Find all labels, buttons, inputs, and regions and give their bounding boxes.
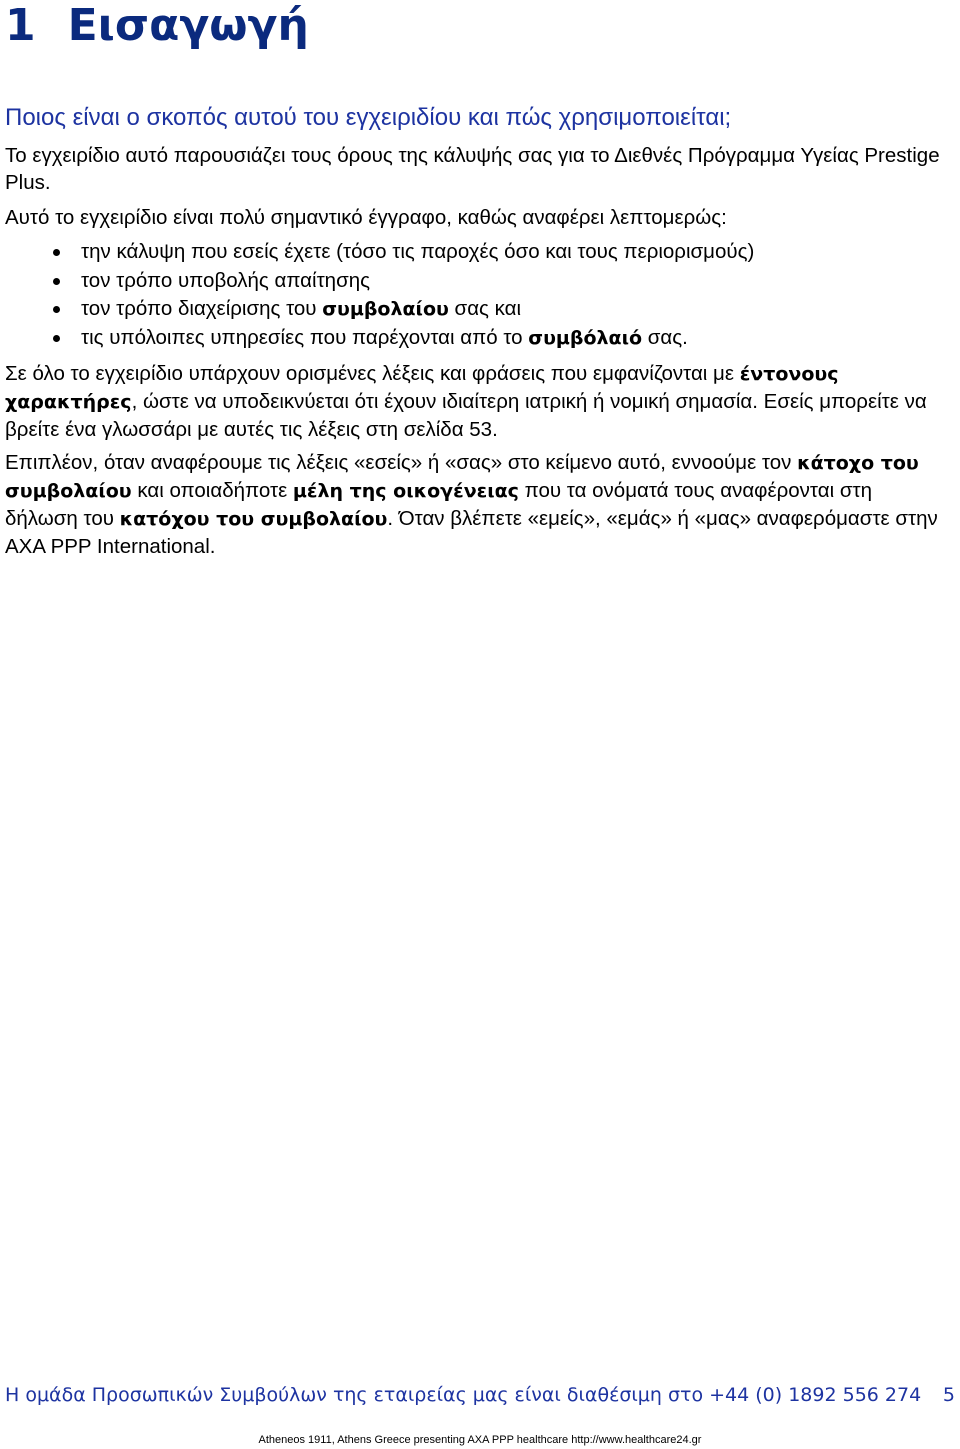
- list-item-text: σας και: [448, 297, 522, 320]
- page-number: 5: [942, 1384, 955, 1406]
- details-list: [5, 238, 754, 352]
- list-item-text: τις υπόλοιπες υπηρεσίες που παρέχονται από το: [81, 325, 529, 349]
- footer-contact-text: Η ομάδα Προσωπικών Συμβούλων της εταιρείας μας είναι διαθέσιμη στο +44 (0) 1892 556 274: [5, 1384, 922, 1406]
- intro-paragraph: Το εγχειρίδιο αυτό παρουσιάζει τους όρους της κάλυψής σας για το Διεθνές Πρόγραμμα Υγείας Prestige Plus.: [5, 144, 940, 194]
- list-item: [5, 238, 754, 267]
- list-item: [5, 267, 754, 296]
- glossary-paragraph: Σε όλο το εγχειρίδιο υπάρχουν ορισμένες λέξεις και φράσεις που εμφανίζονται με έντονους χαρακτήρες, ώστε να υποδεικνύεται ότι έχουν ιδιαίτερη ιατρική ή νομική σημασία. Εσείς μπορείτε να βρείτε ένα γλωσσάρι με αυτές τις λέξεις στη σελίδα 53.: [5, 362, 927, 441]
- bold-term: έντονους χαρακτήρες: [5, 363, 839, 413]
- bold-term: συμβόλαιό: [528, 326, 643, 349]
- list-item-text: την κάλυψη που εσείς έχετε (τόσο τις παροχές όσο και τους περιορισμούς): [81, 240, 755, 263]
- bullet-icon: [53, 278, 60, 285]
- definitions-paragraph: Επιπλέον, όταν αναφέρουμε τις λέξεις «εσείς» ή «σας» στο κείμενο αυτό, εννοούμε τον κάτοχο του συμβολαίου και οποιαδήποτε μέλη της οικογένειας που τα ονόματά τους αναφέρονται στη δήλωση του κατόχου του συμβολαίου. Όταν βλέπετε «εμείς», «εμάς» ή «μας» αναφερόμαστε στην AXA PPP International.: [5, 451, 938, 558]
- details-paragraph: Αυτό το εγχειρίδιο είναι πολύ σημαντικό έγγραφο, καθώς αναφέρει λεπτομερώς:: [5, 206, 727, 229]
- list-item-text: σας.: [642, 325, 688, 349]
- bold-term: μέλη της οικογένειας: [292, 480, 519, 502]
- list-item-text: τον τρόπο υποβολής απαίτησης: [81, 268, 371, 292]
- page-footer: [5, 1380, 955, 1410]
- bold-term: συμβολαίου: [322, 298, 449, 320]
- bullet-icon: [53, 335, 60, 342]
- page-heading: [5, 0, 309, 52]
- bold-term: κάτοχο του συμβολαίου: [5, 452, 919, 502]
- section-title: Εισαγωγή: [67, 0, 309, 51]
- section-number: 1: [5, 0, 36, 51]
- list-item: [5, 295, 754, 324]
- subheading: Ποιος είναι ο σκοπός αυτού του εγχειριδίου και πώς χρησιμοποιείται;: [5, 104, 732, 131]
- list-item-text: τον τρόπο διαχείρισης του: [81, 297, 323, 320]
- credit-line: Atheneos 1911, Athens Greece presenting AXA PPP healthcare http://www.healthcare24.gr: [258, 1434, 702, 1446]
- list-item: [5, 324, 754, 353]
- bullet-icon: [53, 306, 60, 313]
- bullet-icon: [53, 249, 60, 256]
- bold-term: κατόχου του συμβολαίου: [119, 508, 388, 530]
